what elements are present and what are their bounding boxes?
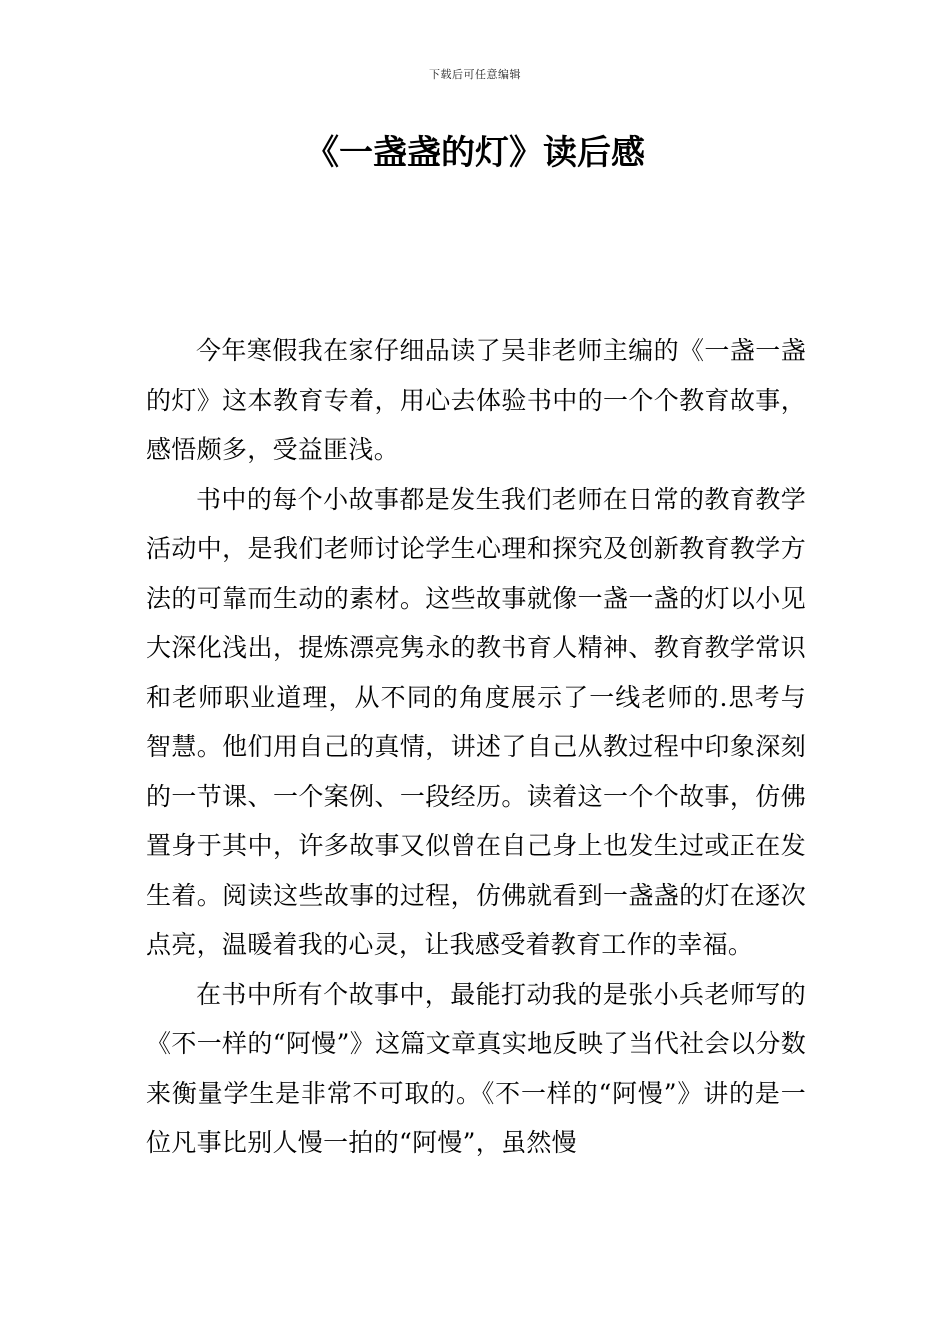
document-body [146,326,806,1168]
paragraph-1: 今年寒假我在家仔细品读了吴非老师主编的《一盏一盏的灯》这本教育专着，用心去体验书中的一个个教育故事，感悟颇多，受益匪浅。 [146,336,806,464]
paragraph-3: 在书中所有个故事中，最能打动我的是张小兵老师写的《不一样的“阿慢”》这篇文章真实地反映了当代社会以分数来衡量学生是非常不可取的。《不一样的“阿慢”》讲的是一位凡事比别人慢一拍的“阿慢”，虽然慢 [146,979,806,1157]
header-note: 下载后可任意编辑 [429,68,521,81]
document-title: 《一盏盏的灯》读后感 [305,133,645,173]
paragraph-2: 书中的每个小故事都是发生我们老师在日常的教育教学活动中，是我们老师讨论学生心理和探究及创新教育教学方法的可靠而生动的素材。这些故事就像一盏一盏的灯以小见大深化浅出，提炼漂亮隽永的教书育人精神、教育教学常识和老师职业道理，从不同的角度展示了一线老师的.思考与智慧。他们用自己的真情，讲述了自己从教过程中印象深刻的一节课、一个案例、一段经历。读着这一个个故事，仿佛置身于其中，许多故事又似曾在自己身上也发生过或正在发生着。阅读这些故事的过程，仿佛就看到一盏盏的灯在逐次点亮，温暖着我的心灵，让我感受着教育工作的幸福。 [146,484,806,959]
